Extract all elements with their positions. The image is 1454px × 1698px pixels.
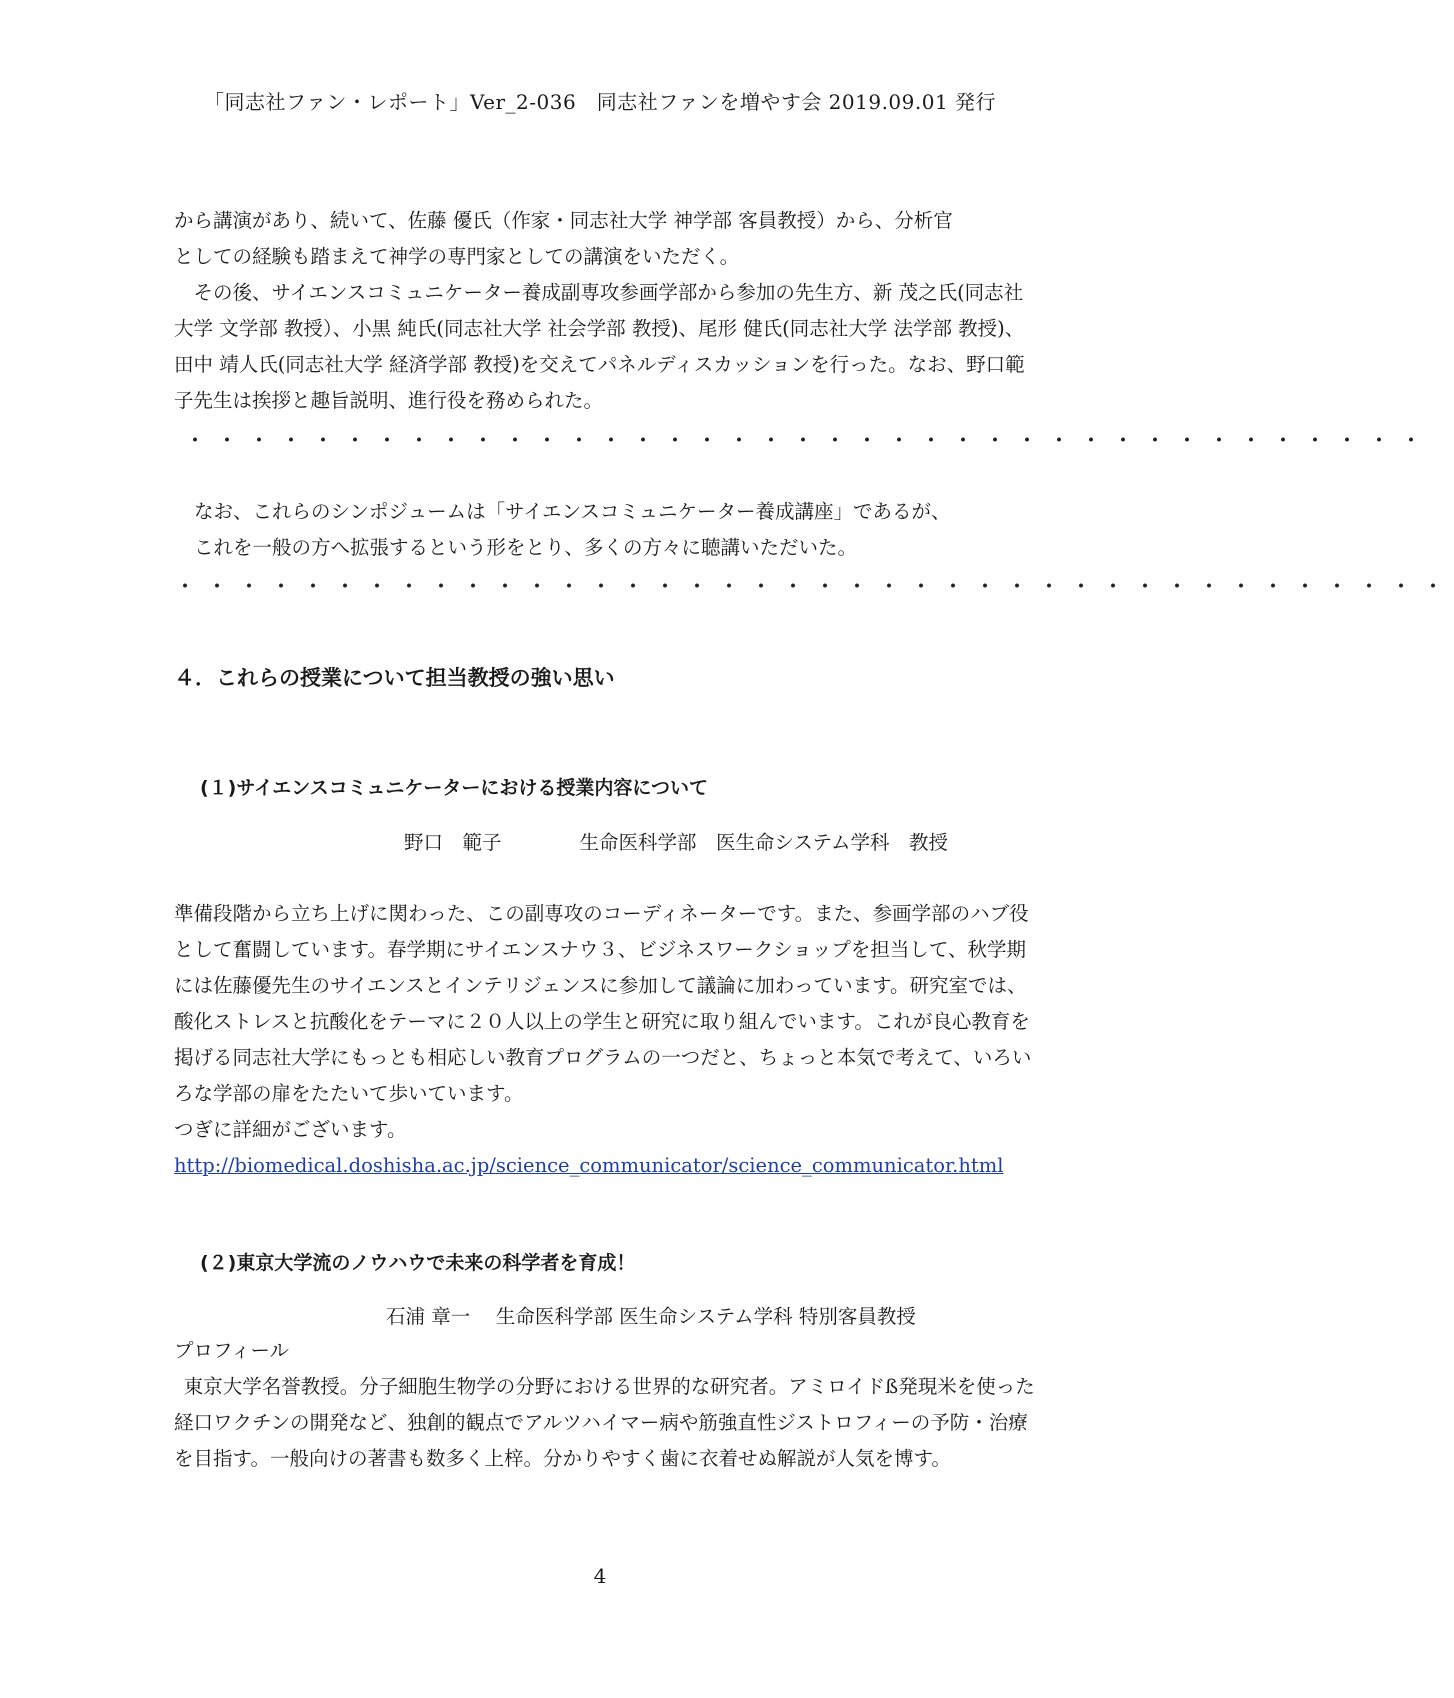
detail-link[interactable]: http://biomedical.doshisha.ac.jp/science_communicator/science_communicator.html (174, 1154, 1004, 1177)
profile-label: プロフィール (174, 1339, 290, 1362)
intro-paragraph-2: その後、サイエンスコミュニケーター養成副専攻参画学部から参加の先生方、新 茂之氏(同志社大学 文学部 教授）、小黒 純氏(同志社大学 社会学部 教授)、尾形 健氏(同志社大学 法学部 教授)、田中 靖人氏(同志社大学 経済学部 教授)を交えてパネルディスカッションを行った。なお、野口範子先生は挨拶と趣旨説明、進行役を務められた。 (174, 281, 1025, 412)
note-line-2: これを一般の方へ拡張するという形をとり、多くの方々に聴講いただいた。 (194, 536, 858, 559)
subsection-2-body (174, 1333, 1036, 1477)
note-line-1: なお、これらのシンポジュームは「サイエンスコミュニケーター養成講座」であるが、 (194, 500, 951, 523)
subsection-2-author: 石浦 章一 生命医科学部 医生命システム学科 特別客員教授 (386, 1305, 916, 1328)
subsection-1-author: 野口 範子 生命医科学部 医生命システム学科 教授 (404, 831, 949, 854)
profile-text: 東京大学名誉教授。分子細胞生物学の分野における世界的な研究者。アミロイドß発現米を使った経口ワクチンの開発など、独創的観点でアルツハイマー病や筋強直性ジストロフィーの予防・治療を目指す。一般向けの著書も数多く上梓。分かりやすく歯に衣着せぬ解説が人気を博す。 (174, 1375, 1035, 1470)
intro-line-2: としての経験も踏まえて神学の専門家としての講演をいただく。 (174, 245, 740, 268)
detail-note: つぎに詳細がございます。 (174, 1118, 407, 1141)
subsection-2-title: (２)東京大学流のノウハウで未来の科学者を育成！ (200, 1252, 636, 1274)
dotted-separator-2: ・・・・・・・・・・・・・・・・・・・・・・・・・・・・・・・・・・・・・・・・ (174, 575, 1454, 600)
page-header: 「同志社ファン・レポート」Ver_2-036 同志社ファンを増やす会 2019.09.01 発行 (203, 90, 997, 114)
dotted-separator-1: ・・・・・・・・・・・・・・・・・・・・・・・・・・・・・・・・・・・・・・・ (184, 429, 1433, 454)
subsection-1-paragraph: 準備段階から立ち上げに関わった、この副専攻のコーディネーターです。また、参画学部のハブ役として奮闘しています。春学期にサイエンスナウ３、ビジネスワークショップを担当して、秋学期には佐藤優先生のサイエンスとインテリジェンスに参加して議論に加わっています。研究室では、酸化ストレスと抗酸化をテーマに２０人以上の学生と研究に取り組んでいます。これが良心教育を掲げる同志社大学にもっとも相応しい教育プログラムの一つだと、ちょっと本気で考えて、いろいろな学部の扉をたたいて歩いています。 (174, 902, 1032, 1105)
subsection-1-body (174, 896, 1036, 1184)
subsection-1-title: (１)サイエンスコミュニケーターにおける授業内容について (200, 777, 708, 799)
section-4-title: ４．これらの授業について担当教授の強い思い (174, 666, 615, 690)
intro-block (174, 203, 1036, 419)
note-block (194, 494, 1044, 566)
page-number: 4 (593, 1564, 607, 1588)
intro-line-1: から講演があり、続いて、佐藤 優氏（作家・同志社大学 神学部 客員教授）から、分析官 (174, 209, 953, 232)
